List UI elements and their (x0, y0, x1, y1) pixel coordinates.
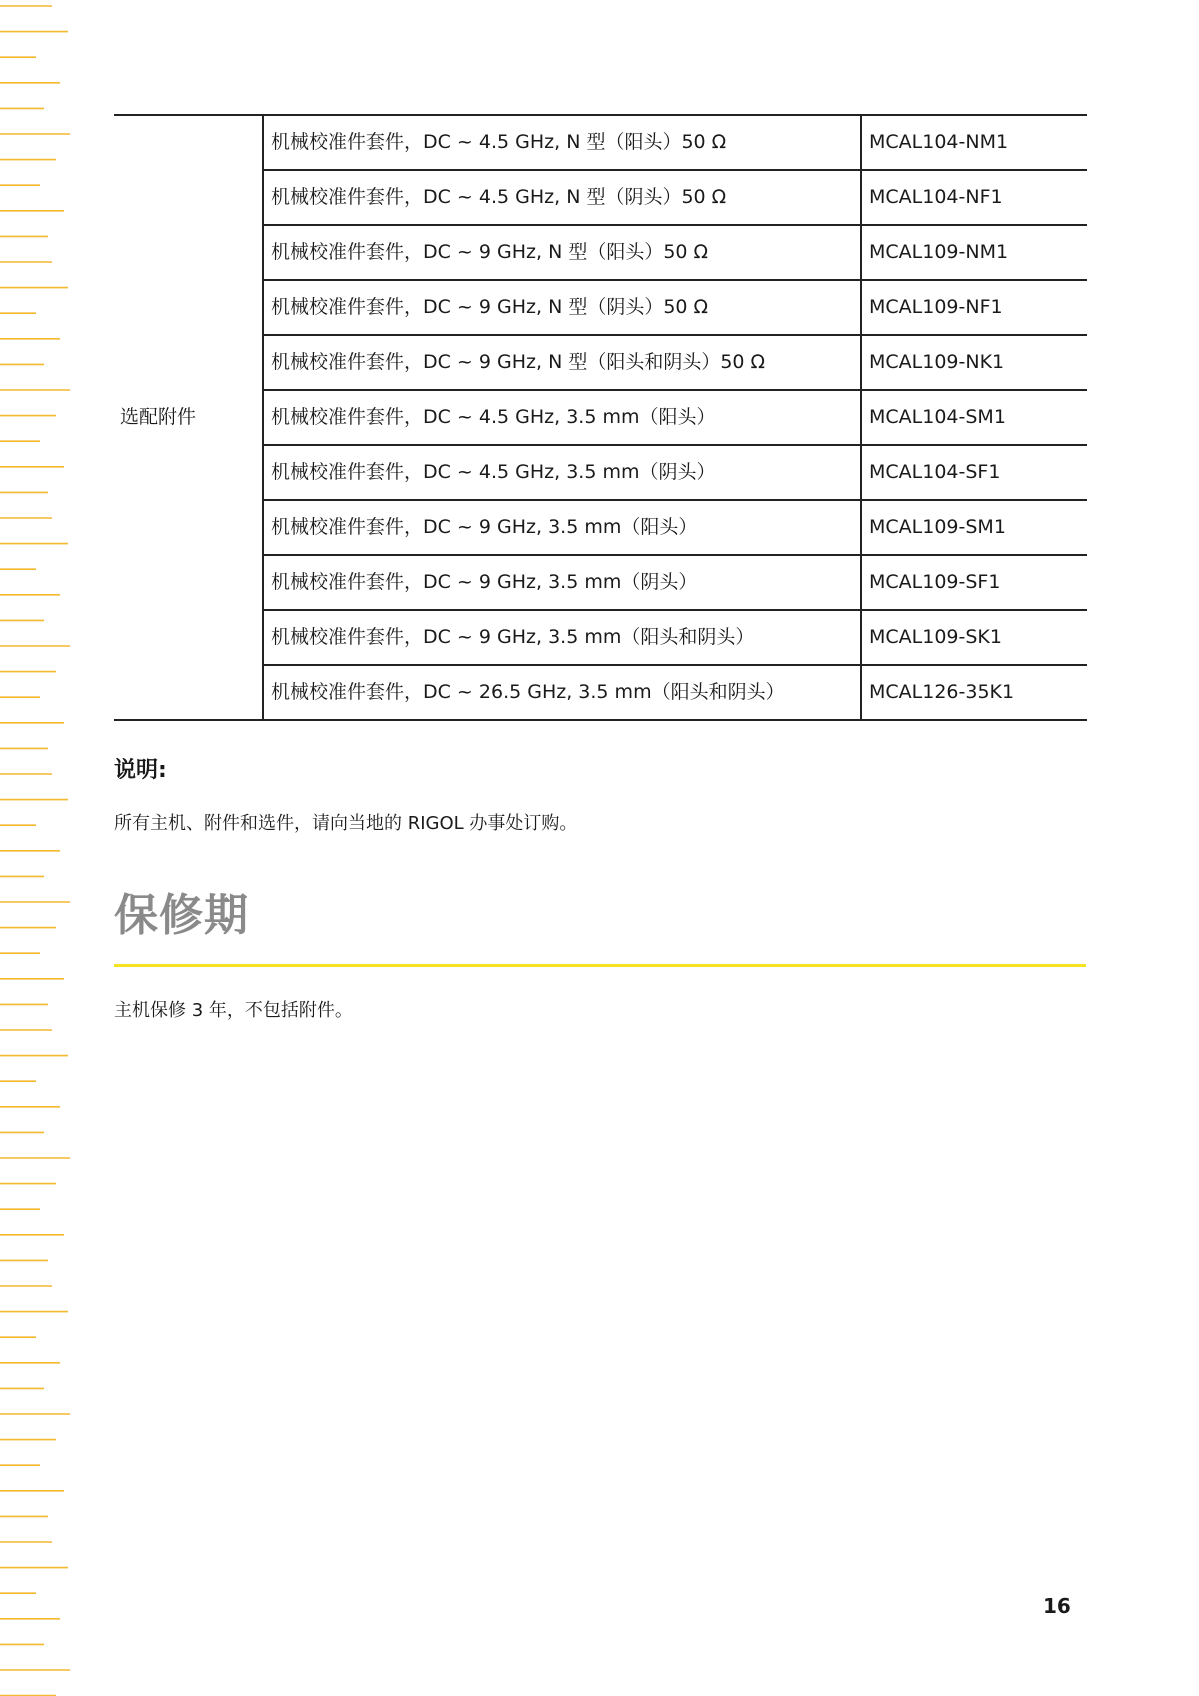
warranty-divider (114, 964, 1086, 967)
note-text: 所有主机、附件和选件，请向当地的 RIGOL 办事处订购。 (114, 813, 578, 834)
warranty-text: 主机保修 3 年，不包括附件。 (114, 1000, 353, 1021)
table-row (114, 115, 1087, 170)
model-cell: MCAL109-NM1 (861, 225, 1087, 280)
model-cell: MCAL104-NF1 (861, 170, 1087, 225)
model-cell: MCAL109-SF1 (861, 555, 1087, 610)
description-cell: 机械校准件套件，DC ~ 4.5 GHz, N 型（阴头）50 Ω (263, 170, 861, 225)
model-cell: MCAL104-NM1 (861, 115, 1087, 170)
page-number: 16 (1043, 1594, 1071, 1618)
side-stripe-decoration (0, 0, 70, 1696)
model-cell: MCAL109-NK1 (861, 335, 1087, 390)
model-cell: MCAL126-35K1 (861, 665, 1087, 720)
description-cell: 机械校准件套件，DC ~ 4.5 GHz, N 型（阳头）50 Ω (263, 115, 861, 170)
category-cell: 选配附件 (114, 115, 263, 720)
description-cell: 机械校准件套件，DC ~ 4.5 GHz, 3.5 mm（阴头） (263, 445, 861, 500)
optional-accessories-table (114, 114, 1087, 721)
description-cell: 机械校准件套件，DC ~ 9 GHz, 3.5 mm（阳头和阴头） (263, 610, 861, 665)
description-cell: 机械校准件套件，DC ~ 26.5 GHz, 3.5 mm（阳头和阴头） (263, 665, 861, 720)
model-cell: MCAL104-SF1 (861, 445, 1087, 500)
warranty-title: 保修期 (114, 890, 249, 941)
model-cell: MCAL109-SK1 (861, 610, 1087, 665)
description-cell: 机械校准件套件，DC ~ 9 GHz, N 型（阳头和阴头）50 Ω (263, 335, 861, 390)
model-cell: MCAL109-SM1 (861, 500, 1087, 555)
model-cell: MCAL109-NF1 (861, 280, 1087, 335)
description-cell: 机械校准件套件，DC ~ 9 GHz, N 型（阳头）50 Ω (263, 225, 861, 280)
note-title: 说明: (114, 758, 167, 783)
description-cell: 机械校准件套件，DC ~ 9 GHz, N 型（阴头）50 Ω (263, 280, 861, 335)
description-cell: 机械校准件套件，DC ~ 9 GHz, 3.5 mm（阳头） (263, 500, 861, 555)
model-cell: MCAL104-SM1 (861, 390, 1087, 445)
description-cell: 机械校准件套件，DC ~ 4.5 GHz, 3.5 mm（阳头） (263, 390, 861, 445)
description-cell: 机械校准件套件，DC ~ 9 GHz, 3.5 mm（阴头） (263, 555, 861, 610)
